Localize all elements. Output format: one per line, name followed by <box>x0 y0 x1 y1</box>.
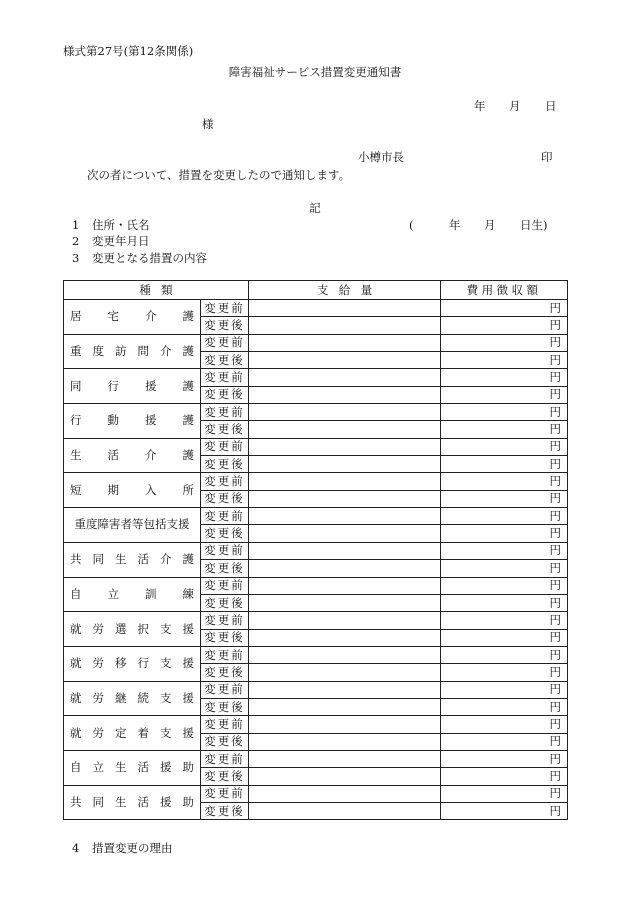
currency-unit: 円 <box>549 803 562 818</box>
measures-table <box>63 280 568 820</box>
item-address-name <box>72 220 150 232</box>
currency-unit: 円 <box>549 595 562 610</box>
service-type-char: 入 <box>145 482 157 497</box>
seal-mark: 印 <box>541 150 553 164</box>
phase-before-label: 変更前 <box>201 508 249 525</box>
service-type-cell <box>64 612 201 647</box>
service-type-char: 生 <box>115 760 127 775</box>
amount-cell[interactable] <box>249 473 441 490</box>
service-type-char: 短 <box>70 482 82 497</box>
fee-cell[interactable] <box>441 577 568 594</box>
amount-cell[interactable] <box>249 508 441 525</box>
phase-before-label: 変更前 <box>201 646 249 663</box>
fee-cell[interactable] <box>441 317 568 334</box>
amount-cell[interactable] <box>249 750 441 767</box>
currency-unit: 円 <box>549 526 562 541</box>
service-type-char: 援 <box>145 378 157 393</box>
item-number: 1 <box>72 218 80 232</box>
service-type-char: 介 <box>145 448 157 463</box>
service-type-cell <box>64 334 201 369</box>
fee-cell[interactable] <box>441 716 568 733</box>
currency-unit: 円 <box>549 370 562 385</box>
currency-unit: 円 <box>549 578 562 593</box>
header-amount-text: 支給量 <box>316 282 383 297</box>
service-type-char: 援 <box>160 794 172 809</box>
currency-unit: 円 <box>549 439 562 454</box>
fee-cell[interactable] <box>441 490 568 507</box>
phase-after-label: 変更後 <box>201 629 249 646</box>
table-row <box>64 646 568 663</box>
fee-cell[interactable] <box>441 664 568 681</box>
form-number: 様式第27号(第12条関係) <box>63 44 194 58</box>
amount-cell[interactable] <box>249 542 441 559</box>
phase-after-label: 変更後 <box>201 317 249 334</box>
fee-cell[interactable] <box>441 560 568 577</box>
currency-unit: 円 <box>549 543 562 558</box>
service-type-cell <box>64 542 201 577</box>
service-type-char: 自 <box>70 760 82 775</box>
service-type-char: 生 <box>115 794 127 809</box>
fee-cell[interactable] <box>441 629 568 646</box>
header-type-text: 種類 <box>139 282 184 297</box>
amount-cell[interactable] <box>249 802 441 819</box>
service-type-char: 訓 <box>145 586 157 601</box>
item-label: 住所・氏名 <box>92 218 150 232</box>
service-type-cell <box>64 508 201 543</box>
service-type-char: 期 <box>107 482 119 497</box>
fee-cell[interactable] <box>441 421 568 438</box>
service-type-char: 支 <box>160 725 172 740</box>
fee-cell[interactable] <box>441 404 568 421</box>
table-row <box>64 404 568 421</box>
service-type-char: 活 <box>137 794 149 809</box>
amount-cell[interactable] <box>249 768 441 785</box>
birth-day-label: 日生) <box>520 218 548 232</box>
currency-unit: 円 <box>549 751 562 766</box>
amount-cell[interactable] <box>249 785 441 802</box>
phase-after-label: 変更後 <box>201 525 249 542</box>
currency-unit: 円 <box>549 491 562 506</box>
amount-cell[interactable] <box>249 300 441 317</box>
addressee-suffix: 様 <box>202 117 214 131</box>
service-type-char: 定 <box>115 725 127 740</box>
service-type-name <box>70 413 194 428</box>
date-year-label: 年 <box>474 99 486 113</box>
currency-unit: 円 <box>549 474 562 489</box>
service-type-char: 就 <box>70 621 82 636</box>
amount-cell[interactable] <box>249 681 441 698</box>
service-type-name <box>70 726 194 741</box>
service-type-char: 援 <box>182 690 194 705</box>
service-type-char: 継 <box>115 690 127 705</box>
table-row <box>64 612 568 629</box>
service-type-name <box>70 309 194 324</box>
header-amount <box>249 281 441 300</box>
service-type-char: 活 <box>137 552 149 567</box>
amount-cell[interactable] <box>249 698 441 715</box>
phase-before-label: 変更前 <box>201 438 249 455</box>
service-type-char: 択 <box>137 621 149 636</box>
currency-unit: 円 <box>549 456 562 471</box>
currency-unit: 円 <box>549 786 562 801</box>
fee-cell[interactable] <box>441 300 568 317</box>
service-type-char: 助 <box>182 760 194 775</box>
service-type-char: 支 <box>160 690 172 705</box>
item-number: 4 <box>72 841 80 855</box>
fee-cell[interactable] <box>441 768 568 785</box>
amount-cell[interactable] <box>249 629 441 646</box>
fee-cell[interactable] <box>441 646 568 663</box>
phase-before-label: 変更前 <box>201 334 249 351</box>
service-type-char: 介 <box>160 552 172 567</box>
phase-after-label: 変更後 <box>201 352 249 369</box>
ki-heading: 記 <box>309 201 321 215</box>
phase-after-label: 変更後 <box>201 490 249 507</box>
service-type-char: 就 <box>70 656 82 671</box>
service-type-char: 活 <box>137 760 149 775</box>
service-type-cell <box>64 577 201 612</box>
service-type-cell <box>64 750 201 785</box>
service-type-char: 同 <box>92 794 104 809</box>
amount-cell[interactable] <box>249 386 441 403</box>
service-type-char: 練 <box>182 586 194 601</box>
currency-unit: 円 <box>549 734 562 749</box>
fee-cell[interactable] <box>441 802 568 819</box>
phase-after-label: 変更後 <box>201 456 249 473</box>
phase-after-label: 変更後 <box>201 698 249 715</box>
table-row <box>64 577 568 594</box>
service-type-name <box>70 656 194 671</box>
currency-unit: 円 <box>549 387 562 402</box>
table-row <box>64 334 568 351</box>
phase-before-label: 変更前 <box>201 612 249 629</box>
service-type-cell <box>64 404 201 439</box>
service-type-cell <box>64 300 201 335</box>
table-row <box>64 300 568 317</box>
fee-cell[interactable] <box>441 750 568 767</box>
service-type-char: 労 <box>92 621 104 636</box>
phase-after-label: 変更後 <box>201 664 249 681</box>
service-type-char: 就 <box>70 690 82 705</box>
table-row <box>64 473 568 490</box>
service-type-char: 立 <box>107 586 119 601</box>
service-type-char: 援 <box>182 725 194 740</box>
amount-cell[interactable] <box>249 716 441 733</box>
currency-unit: 円 <box>549 682 562 697</box>
service-type-char: 護 <box>182 309 194 324</box>
item-number: 2 <box>72 234 80 248</box>
phase-before-label: 変更前 <box>201 750 249 767</box>
service-type-char: 訪 <box>115 344 127 359</box>
fee-cell[interactable] <box>441 508 568 525</box>
fee-cell[interactable] <box>441 594 568 611</box>
service-type-name <box>70 483 194 498</box>
currency-unit: 円 <box>549 768 562 783</box>
service-type-name: 重度障害者等包括支援 <box>74 517 190 532</box>
fee-cell[interactable] <box>441 473 568 490</box>
amount-cell[interactable] <box>249 456 441 473</box>
service-type-char: 立 <box>92 760 104 775</box>
phase-after-label: 変更後 <box>201 421 249 438</box>
currency-unit: 円 <box>549 664 562 679</box>
item-label: 変更年月日 <box>92 234 150 248</box>
issuer-name: 小樽市長 <box>358 150 404 164</box>
amount-cell[interactable] <box>249 369 441 386</box>
table-row <box>64 716 568 733</box>
service-type-char: 選 <box>115 621 127 636</box>
service-type-name <box>70 552 194 567</box>
fee-cell[interactable] <box>441 681 568 698</box>
service-type-char: 同 <box>70 378 82 393</box>
phase-before-label: 変更前 <box>201 785 249 802</box>
service-type-char: 生 <box>70 448 82 463</box>
service-type-name <box>70 795 194 810</box>
item-label: 措置変更の理由 <box>92 841 173 855</box>
phase-before-label: 変更前 <box>201 300 249 317</box>
service-type-char: 重 <box>70 344 82 359</box>
service-type-char: 続 <box>137 690 149 705</box>
fee-cell[interactable] <box>441 612 568 629</box>
phase-before-label: 変更前 <box>201 473 249 490</box>
phase-after-label: 変更後 <box>201 386 249 403</box>
amount-cell[interactable] <box>249 404 441 421</box>
service-type-char: 護 <box>182 552 194 567</box>
amount-cell[interactable] <box>249 317 441 334</box>
item-measure-content <box>72 253 207 265</box>
service-type-char: 共 <box>70 552 82 567</box>
service-type-char: 活 <box>107 448 119 463</box>
service-type-char: 行 <box>70 413 82 428</box>
service-type-char: 問 <box>137 344 149 359</box>
currency-unit: 円 <box>549 699 562 714</box>
fee-cell[interactable] <box>441 438 568 455</box>
service-type-char: 行 <box>107 378 119 393</box>
service-type-char: 所 <box>182 482 194 497</box>
service-type-char: 就 <box>70 725 82 740</box>
fee-cell[interactable] <box>441 352 568 369</box>
currency-unit: 円 <box>549 630 562 645</box>
service-type-char: 生 <box>115 552 127 567</box>
service-type-char: 護 <box>182 413 194 428</box>
service-type-char: 助 <box>182 794 194 809</box>
service-type-char: 同 <box>92 552 104 567</box>
service-type-char: 動 <box>107 413 119 428</box>
amount-cell[interactable] <box>249 612 441 629</box>
service-type-char: 支 <box>160 621 172 636</box>
amount-cell[interactable] <box>249 421 441 438</box>
table-header-row <box>64 281 568 300</box>
amount-cell[interactable] <box>249 646 441 663</box>
birth-open-paren: ( <box>409 218 414 232</box>
currency-unit: 円 <box>549 647 562 662</box>
fee-cell[interactable] <box>441 456 568 473</box>
item-change-reason <box>72 843 173 855</box>
header-type <box>64 281 249 300</box>
service-type-cell <box>64 785 201 820</box>
currency-unit: 円 <box>549 335 562 350</box>
service-type-char: 移 <box>115 656 127 671</box>
service-type-name <box>70 448 194 463</box>
service-type-name <box>70 760 194 775</box>
service-type-char: 着 <box>137 725 149 740</box>
service-type-char: 援 <box>182 621 194 636</box>
service-type-char: 援 <box>145 413 157 428</box>
fee-cell[interactable] <box>441 525 568 542</box>
service-type-char: 宅 <box>107 309 119 324</box>
service-type-char: 援 <box>160 760 172 775</box>
phase-after-label: 変更後 <box>201 768 249 785</box>
amount-cell[interactable] <box>249 352 441 369</box>
table-row <box>64 508 568 525</box>
table-row <box>64 369 568 386</box>
phase-after-label: 変更後 <box>201 594 249 611</box>
amount-cell[interactable] <box>249 594 441 611</box>
service-type-char: 護 <box>182 448 194 463</box>
phase-after-label: 変更後 <box>201 802 249 819</box>
service-type-cell <box>64 369 201 404</box>
service-type-name <box>70 344 194 359</box>
service-type-cell <box>64 438 201 473</box>
fee-cell[interactable] <box>441 698 568 715</box>
service-type-name <box>70 379 194 394</box>
table-row <box>64 750 568 767</box>
amount-cell[interactable] <box>249 525 441 542</box>
service-type-cell <box>64 681 201 716</box>
currency-unit: 円 <box>549 404 562 419</box>
document-title: 障害福祉サービス措置変更通知書 <box>228 65 402 79</box>
service-type-cell <box>64 646 201 681</box>
birth-year-label: 年 <box>449 218 461 232</box>
service-type-char: 支 <box>160 656 172 671</box>
currency-unit: 円 <box>549 422 562 437</box>
item-label: 変更となる措置の内容 <box>92 251 207 265</box>
service-type-char: 労 <box>92 725 104 740</box>
amount-cell[interactable] <box>249 490 441 507</box>
currency-unit: 円 <box>549 612 562 627</box>
fee-cell[interactable] <box>441 785 568 802</box>
table-row <box>64 681 568 698</box>
header-fee <box>441 281 568 300</box>
phase-before-label: 変更前 <box>201 577 249 594</box>
phase-before-label: 変更前 <box>201 369 249 386</box>
phase-before-label: 変更前 <box>201 542 249 559</box>
service-type-char: 共 <box>70 794 82 809</box>
header-fee-text: 費用徴収額 <box>466 282 542 297</box>
fee-cell[interactable] <box>441 542 568 559</box>
service-type-char: 援 <box>182 656 194 671</box>
service-type-char: 労 <box>92 656 104 671</box>
phase-after-label: 変更後 <box>201 560 249 577</box>
service-type-cell <box>64 473 201 508</box>
service-type-char: 労 <box>92 690 104 705</box>
amount-cell[interactable] <box>249 664 441 681</box>
service-type-char: 自 <box>70 586 82 601</box>
table-row <box>64 785 568 802</box>
phase-after-label: 変更後 <box>201 733 249 750</box>
currency-unit: 円 <box>549 300 562 315</box>
fee-cell[interactable] <box>441 334 568 351</box>
item-number: 3 <box>72 251 80 265</box>
birth-month-label: 月 <box>484 218 496 232</box>
currency-unit: 円 <box>549 560 562 575</box>
service-type-name <box>70 587 194 602</box>
fee-cell[interactable] <box>441 733 568 750</box>
date-day-label: 日 <box>545 99 557 113</box>
service-type-char: 行 <box>137 656 149 671</box>
service-type-char: 介 <box>160 344 172 359</box>
service-type-char: 護 <box>182 378 194 393</box>
amount-cell[interactable] <box>249 560 441 577</box>
amount-cell[interactable] <box>249 334 441 351</box>
fee-cell[interactable] <box>441 369 568 386</box>
service-type-char: 度 <box>92 344 104 359</box>
phase-before-label: 変更前 <box>201 681 249 698</box>
amount-cell[interactable] <box>249 733 441 750</box>
service-type-name <box>70 691 194 706</box>
currency-unit: 円 <box>549 508 562 523</box>
amount-cell[interactable] <box>249 577 441 594</box>
service-type-char: 介 <box>145 309 157 324</box>
phase-before-label: 変更前 <box>201 404 249 421</box>
intro-text: 次の者について、措置を変更したので通知します。 <box>87 168 351 182</box>
table-row <box>64 542 568 559</box>
currency-unit: 円 <box>549 716 562 731</box>
service-type-char: 居 <box>70 309 82 324</box>
item-change-date <box>72 236 150 248</box>
service-type-cell <box>64 716 201 751</box>
service-type-name <box>70 622 194 637</box>
currency-unit: 円 <box>549 352 562 367</box>
currency-unit: 円 <box>549 318 562 333</box>
phase-before-label: 変更前 <box>201 716 249 733</box>
service-type-char: 護 <box>182 344 194 359</box>
amount-cell[interactable] <box>249 438 441 455</box>
date-month-label: 月 <box>509 99 521 113</box>
table-row <box>64 438 568 455</box>
fee-cell[interactable] <box>441 386 568 403</box>
